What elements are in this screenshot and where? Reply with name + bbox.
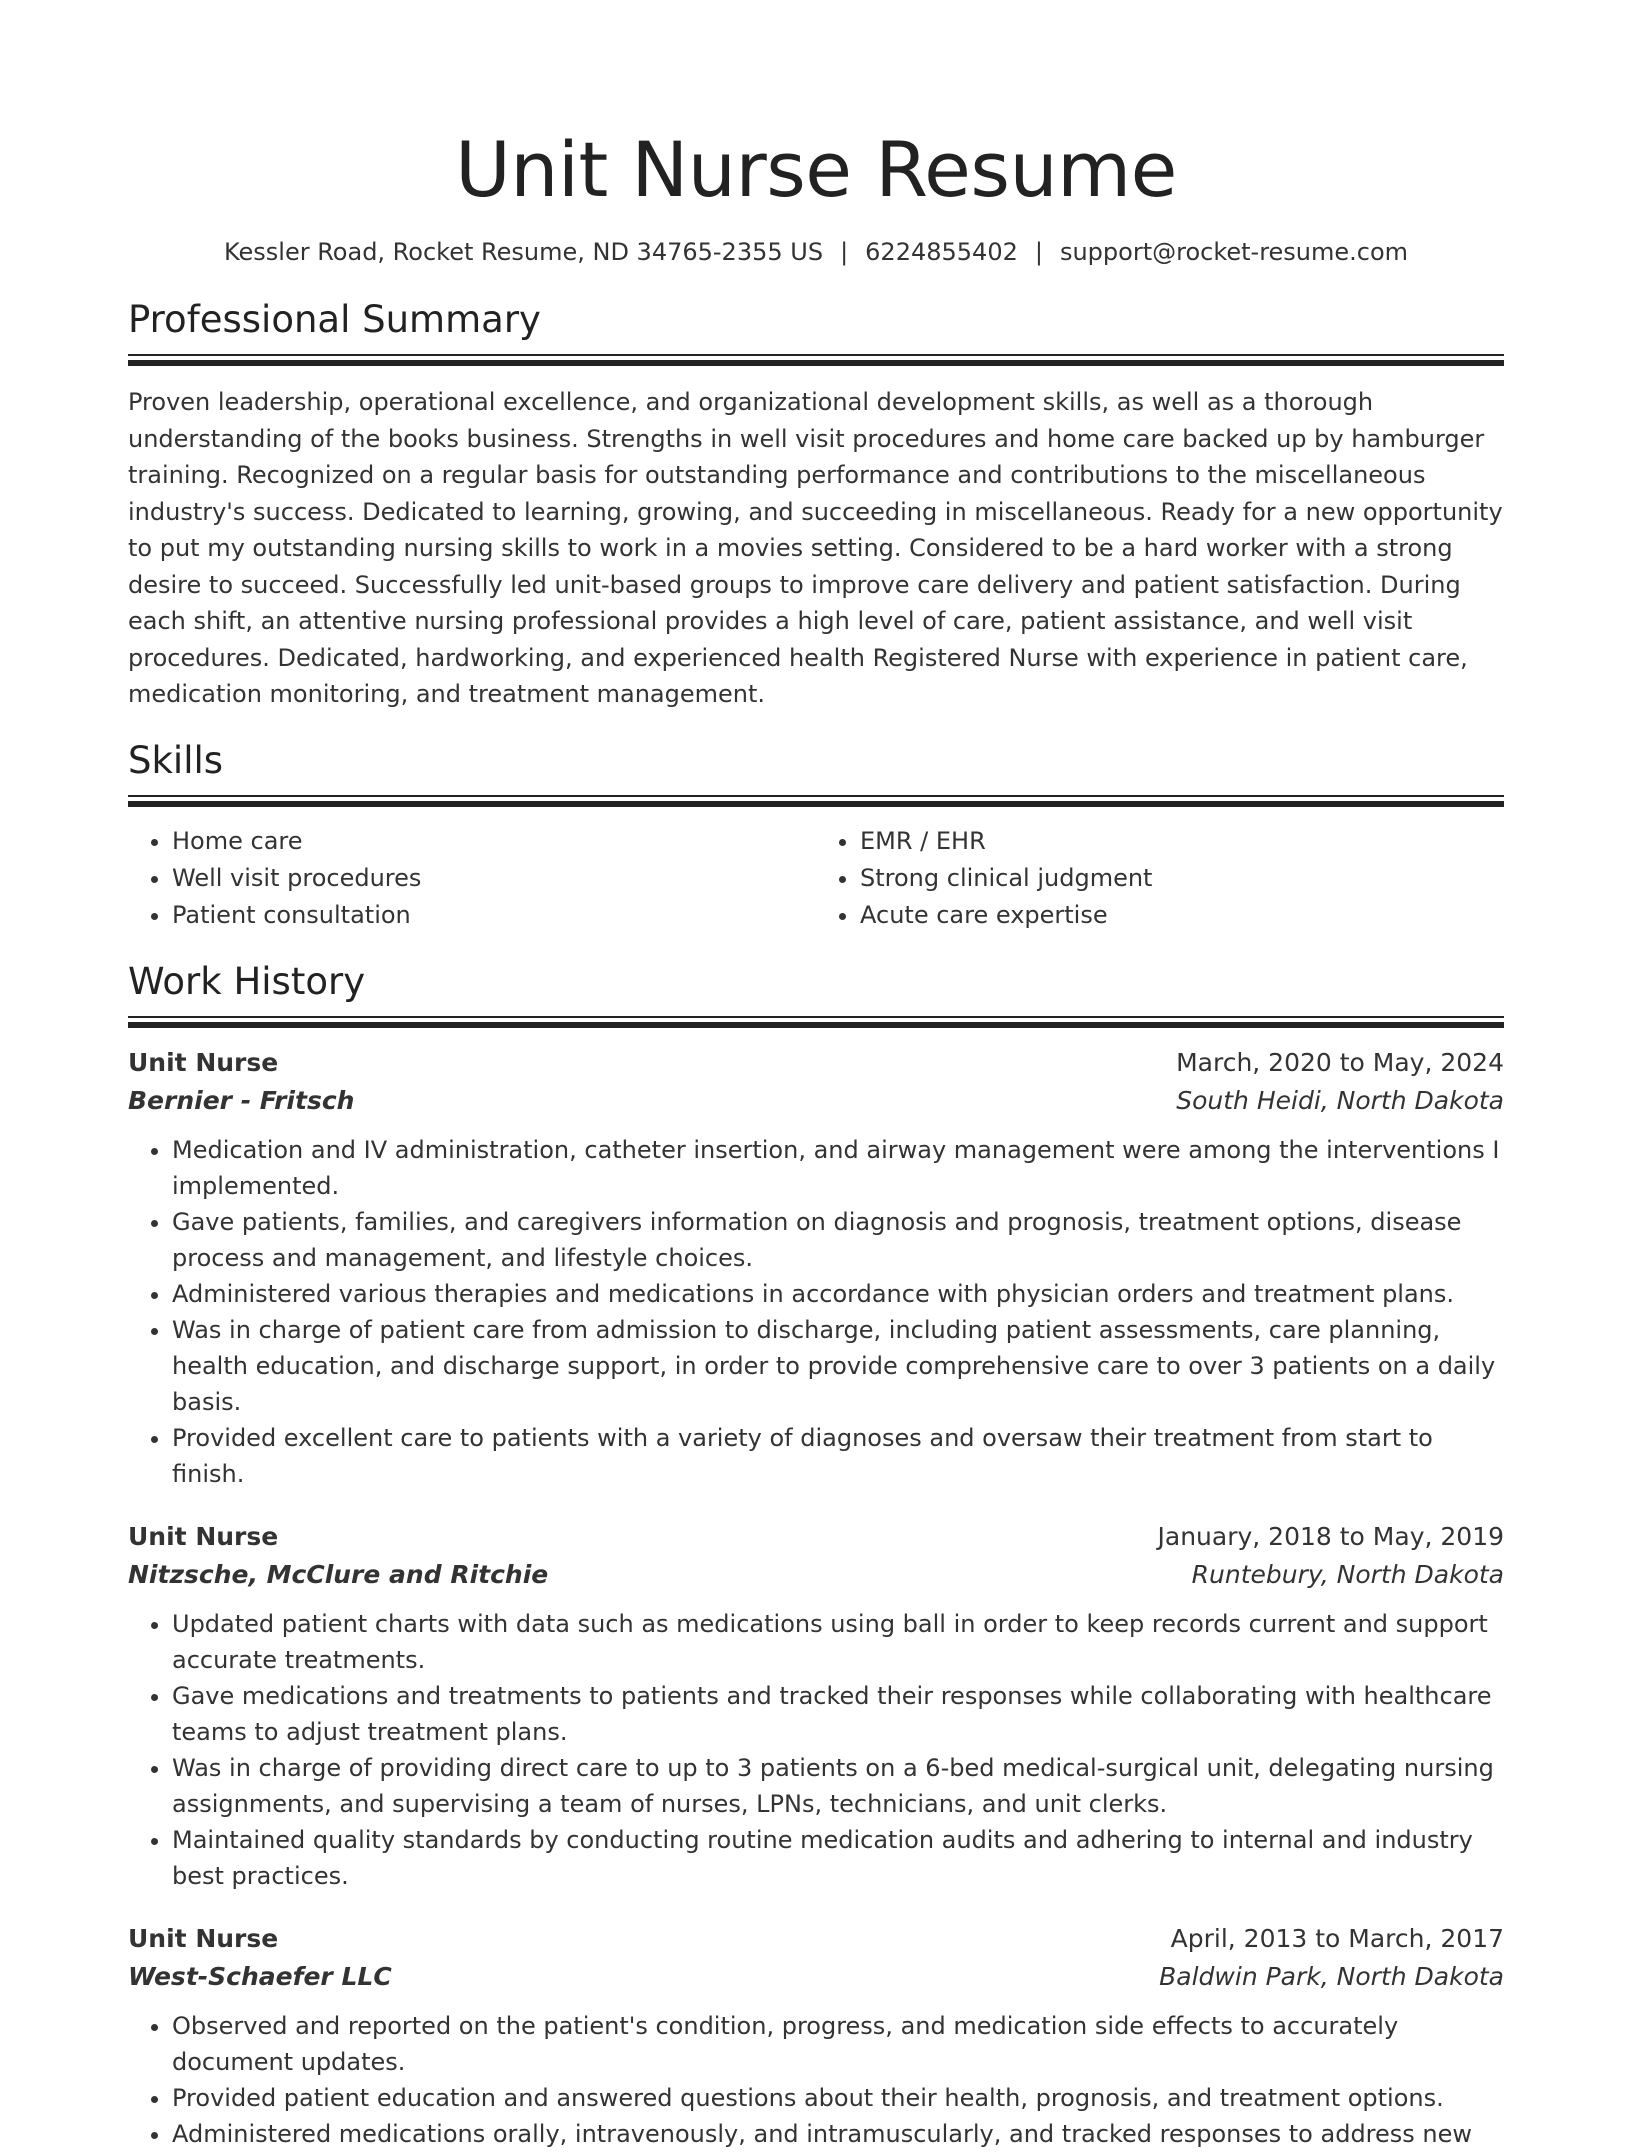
job-bullets	[128, 1132, 1504, 1492]
job-dates: April, 2013 to March, 2017	[1170, 1923, 1504, 1953]
job-subheader	[128, 1082, 1504, 1120]
job-entry	[128, 1920, 1504, 2152]
job-bullet: • Provided patient education and answered questions about their health, prognosis, and treatment options.	[172, 2080, 1504, 2116]
job-location: South Heidi, North Dakota	[1176, 1085, 1504, 1115]
job-bullet: • Was in charge of providing direct care to up to 3 patients on a 6-bed medical-surgical unit, delegating nursing assignments, and supervising a team of nurses, LPNs, technicians, and unit clerks.	[172, 1750, 1504, 1822]
job-title: Unit Nurse	[128, 1521, 279, 1551]
contact-separator: |	[840, 238, 849, 266]
contact-address: Kessler Road, Rocket Resume, ND 34765-2355 US	[223, 238, 824, 266]
summary-section	[128, 296, 1504, 713]
skill-item: • Well visit procedures	[172, 860, 816, 897]
work-history-heading: Work History	[128, 959, 366, 1003]
job-title: Unit Nurse	[128, 1047, 279, 1077]
job-bullet: • Maintained quality standards by conducting routine medication audits and adhering to internal and industry best practices.	[172, 1822, 1504, 1894]
section-divider	[128, 795, 1504, 807]
job-entry	[128, 1044, 1504, 1492]
contact-separator: |	[1034, 238, 1043, 266]
contact-line	[128, 236, 1504, 268]
resume-page	[128, 0, 1504, 2152]
skill-item: • EMR / EHR	[860, 823, 1504, 860]
section-divider	[128, 354, 1504, 366]
skill-item: • Strong clinical judgment	[860, 860, 1504, 897]
skills-heading: Skills	[128, 738, 224, 782]
skills-column-right	[816, 823, 1504, 934]
job-header	[128, 1044, 1504, 1082]
job-subheader	[128, 1958, 1504, 1996]
job-bullets	[128, 2008, 1504, 2152]
job-company: Bernier - Fritsch	[128, 1085, 355, 1115]
skill-item: • Patient consultation	[172, 897, 816, 934]
summary-heading: Professional Summary	[128, 298, 541, 341]
job-bullet: • Gave medications and treatments to patients and tracked their responses while collaborating with healthcare teams to adjust treatment plans.	[172, 1678, 1504, 1750]
job-dates: January, 2018 to May, 2019	[1157, 1521, 1504, 1551]
job-entry	[128, 1518, 1504, 1894]
skills-column-left	[128, 823, 816, 934]
job-bullet: • Updated patient charts with data such as medications using ball in order to keep records current and support accurate treatments.	[172, 1606, 1504, 1678]
skills-section	[128, 737, 1504, 934]
job-header	[128, 1920, 1504, 1958]
job-bullet: • Gave patients, families, and caregivers information on diagnosis and prognosis, treatment options, disease process and management, and lifestyle choices.	[172, 1204, 1504, 1276]
job-bullets	[128, 1606, 1504, 1894]
job-subheader	[128, 1556, 1504, 1594]
contact-email: support@rocket-resume.com	[1059, 238, 1409, 266]
skill-item: • Home care	[172, 823, 816, 860]
skills-list	[128, 823, 1504, 934]
job-bullet: • Administered various therapies and medications in accordance with physician orders and treatment plans.	[172, 1276, 1504, 1312]
job-title: Unit Nurse	[128, 1923, 279, 1953]
job-header	[128, 1518, 1504, 1556]
job-company: West-Schaefer LLC	[128, 1961, 392, 1991]
job-location: Baldwin Park, North Dakota	[1159, 1961, 1504, 1991]
job-bullet: • Observed and reported on the patient's condition, progress, and medication side effects to accurately document updates.	[172, 2008, 1504, 2080]
job-location: Runtebury, North Dakota	[1191, 1559, 1504, 1589]
summary-text: Proven leadership, operational excellence, and organizational development skills, as well as a thorough understanding of the books business. Strengths in well visit procedures and home care backed up by hamburger training. Recognized on a regular basis for outstanding performance and contributions to the miscellaneous industry's success. Dedicated to learning, growing, and succeeding in miscellaneous. Ready for a new opportunity to put my outstanding nursing skills to work in a movies setting. Considered to be a hard worker with a strong desire to succeed. Successfully led unit-based groups to improve care delivery and patient satisfaction. During each shift, an attentive nursing professional provides a high level of care, patient assistance, and well visit procedures. Dedicated, hardworking, and experienced health Registered Nurse with experience in patient care, medication monitoring, and treatment management.	[128, 388, 1503, 708]
work-history-section	[128, 958, 1504, 2152]
contact-phone: 6224855402	[865, 238, 1018, 266]
section-divider	[128, 1016, 1504, 1028]
job-bullet: • Administered medications orally, intravenously, and intramuscularly, and tracked responses to address new	[172, 2116, 1504, 2152]
job-bullet: • Provided excellent care to patients with a variety of diagnoses and oversaw their treatment from start to finish.	[172, 1420, 1504, 1492]
resume-title: Unit Nurse Resume	[455, 125, 1177, 214]
job-company: Nitzsche, McClure and Ritchie	[128, 1559, 549, 1589]
job-bullet: • Was in charge of patient care from admission to discharge, including patient assessments, care planning, health education, and discharge support, in order to provide comprehensive care to over 3 patients on a daily basis.	[172, 1312, 1504, 1420]
skill-item: • Acute care expertise	[860, 897, 1504, 934]
job-bullet: • Medication and IV administration, catheter insertion, and airway management were among the interventions I implemented.	[172, 1132, 1504, 1204]
job-dates: March, 2020 to May, 2024	[1176, 1047, 1504, 1077]
